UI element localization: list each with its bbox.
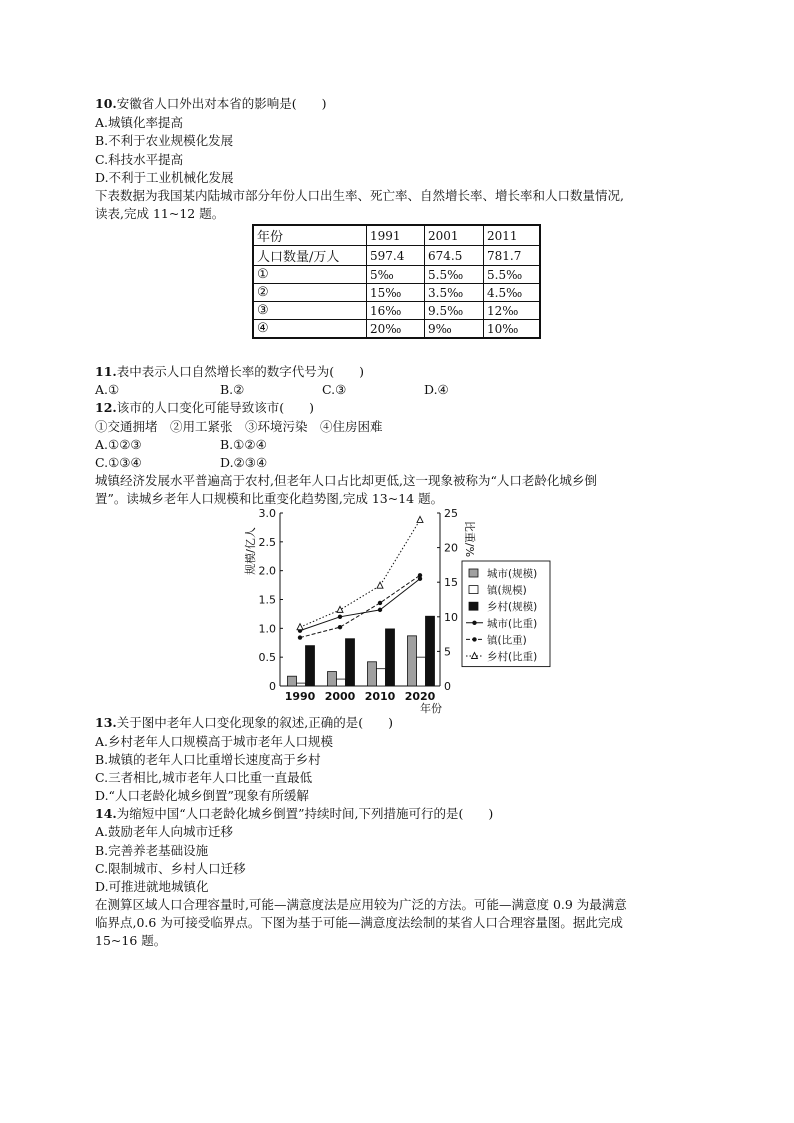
y-left-tick-label: 2.0 <box>258 564 276 578</box>
table-header-cell: 1991 <box>367 225 425 246</box>
legend-swatch <box>469 602 478 610</box>
question-10-option-c: C.科技水平提高 <box>95 152 184 167</box>
bar-town <box>377 669 386 686</box>
question-12-option-b: B.①②④ <box>220 437 267 452</box>
intro-11-12-line2: 读表,完成 11~12 题。 <box>95 206 225 221</box>
point-city-ratio <box>338 615 342 619</box>
legend-label: 乡村(规模) <box>487 601 538 614</box>
bar-city <box>368 662 377 686</box>
table-cell: 5.5‰ <box>425 266 484 284</box>
table-cell: 674.5 <box>425 246 484 266</box>
table-cell: 12‰ <box>484 302 541 320</box>
bar-town <box>297 683 306 686</box>
line-city-ratio <box>300 579 420 631</box>
table-cell: 9‰ <box>425 320 484 339</box>
table-row <box>253 266 540 284</box>
y-left-tick-label: 1.0 <box>258 622 276 636</box>
question-11-stem: 11.表中表示人口自然增长率的数字代号为( ) <box>95 364 365 379</box>
intro-15-16-line2: 临界点,0.6 为可接受临界点。下图为基于可能—满意度法绘制的某省人口合理容量图。据此完成 <box>95 915 623 930</box>
point-town-ratio <box>418 573 422 577</box>
question-12-items: ①交通拥堵 ②用工紧张 ③环境污染 ④住房困难 <box>95 419 383 434</box>
question-13-option-b: B.城镇的老年人口比重增长速度高于乡村 <box>95 752 321 767</box>
intro-15-16-line1: 在测算区域人口合理容量时,可能—满意度法是应用较为广泛的方法。可能—满意度 0.9 为最满意 <box>95 897 627 912</box>
bar-rural <box>306 646 315 686</box>
table-cell: 3.5‰ <box>425 284 484 302</box>
question-14-stem: 14.为缩短中国“人口老龄化城乡倒置”持续时间,下列措施可行的是( ) <box>95 806 494 821</box>
legend-marker <box>472 621 476 625</box>
x-axis-label: 年份 <box>420 702 442 715</box>
y-right-axis-label: 比重/% <box>463 520 476 558</box>
intro-15-16-line3: 15~16 题。 <box>95 933 167 948</box>
x-tick-label: 2000 <box>324 690 356 703</box>
intro-11-12-line1: 下表数据为我国某内陆城市部分年份人口出生率、死亡率、自然增长率、增长率和人口数量情况, <box>95 188 624 203</box>
point-town-ratio <box>338 625 342 629</box>
bar-town <box>337 679 346 686</box>
question-11-option-d: D.④ <box>424 382 449 397</box>
question-10-option-b: B.不利于农业规模化发展 <box>95 133 234 148</box>
point-rural-ratio <box>417 516 423 522</box>
y-left-tick-label: 0.5 <box>258 651 276 665</box>
table-cell: 9.5‰ <box>425 302 484 320</box>
question-11-option-b: B.② <box>220 382 245 397</box>
point-town-ratio <box>298 635 302 639</box>
table-header-cell: 2011 <box>484 225 541 246</box>
table-row <box>253 246 540 266</box>
question-12-stem: 12.该市的人口变化可能导致该市( ) <box>95 400 315 415</box>
question-14-option-d: D.可推进就地城镇化 <box>95 879 209 894</box>
intro-13-14-line2: 置”。读城乡老年人口规模和比重变化趋势图,完成 13~14 题。 <box>95 491 444 506</box>
x-tick-label: 1990 <box>284 690 316 703</box>
point-city-ratio <box>378 608 382 612</box>
x-tick-label: 2020 <box>404 690 436 703</box>
bar-rural <box>386 629 395 686</box>
y-left-tick-label: 0 <box>269 680 276 693</box>
point-rural-ratio <box>297 624 303 630</box>
legend-label: 乡村(比重) <box>487 651 538 663</box>
question-14-option-b: B.完善养老基础设施 <box>95 843 209 858</box>
table-row <box>253 320 540 339</box>
table-cell: 人口数量/万人 <box>253 246 367 266</box>
legend-swatch <box>469 586 478 594</box>
y-left-tick-label: 2.5 <box>258 535 276 549</box>
table-header-row <box>253 225 540 246</box>
table-cell: 4.5‰ <box>484 284 541 302</box>
y-right-tick-label: 20 <box>444 541 458 555</box>
y-right-tick-label: 15 <box>444 576 458 590</box>
legend-label: 城市(规模) <box>487 568 538 580</box>
legend-label: 镇(比重) <box>487 634 527 647</box>
point-rural-ratio <box>377 582 383 588</box>
y-right-tick-label: 25 <box>444 507 458 520</box>
question-10-stem: 10.安徽省人口外出对本省的影响是( ) <box>95 96 327 111</box>
table-header-cell: 年份 <box>253 225 367 246</box>
question-12-option-d: D.②③④ <box>220 455 268 470</box>
bar-city <box>288 676 297 686</box>
y-left-tick-label: 1.5 <box>258 593 276 607</box>
table-cell: ② <box>253 284 367 302</box>
population-table <box>252 224 541 339</box>
question-13-stem: 13.关于图中老年人口变化现象的叙述,正确的是( ) <box>95 715 393 730</box>
table-cell: 20‰ <box>367 320 425 339</box>
table-cell: 15‰ <box>367 284 425 302</box>
table-cell: 5.5‰ <box>484 266 541 284</box>
line-rural-ratio <box>300 520 420 627</box>
line-town-ratio <box>300 575 420 637</box>
question-14-option-c: C.限制城市、乡村人口迁移 <box>95 861 246 876</box>
point-town-ratio <box>378 601 382 605</box>
legend-marker <box>472 637 476 641</box>
question-13-option-c: C.三者相比,城市老年人口比重一直最低 <box>95 770 313 785</box>
bar-city <box>328 672 337 686</box>
question-13-option-d: D.“人口老龄化城乡倒置”现象有所缓解 <box>95 788 309 803</box>
question-10-option-a: A.城镇化率提高 <box>95 115 184 130</box>
y-right-tick-label: 5 <box>444 645 451 659</box>
table-row <box>253 284 540 302</box>
question-12-option-a: A.①②③ <box>95 437 142 452</box>
table-cell: 597.4 <box>367 246 425 266</box>
question-13-option-a: A.乡村老年人口规模高于城市老年人口规模 <box>95 734 334 749</box>
table-header-cell: 2001 <box>425 225 484 246</box>
table-cell: 781.7 <box>484 246 541 266</box>
legend-label: 镇(规模) <box>487 584 527 597</box>
y-left-axis-label: 规模/亿人 <box>244 527 257 575</box>
table-cell: 16‰ <box>367 302 425 320</box>
table-cell: ① <box>253 266 367 284</box>
table-cell: 5‰ <box>367 266 425 284</box>
y-left-tick-label: 3.0 <box>258 507 276 520</box>
intro-13-14-line1: 城镇经济发展水平普遍高于农村,但老年人口占比却更低,这一现象被称为“人口老龄化城乡倒 <box>95 473 597 488</box>
question-11-option-a: A.① <box>95 382 120 397</box>
question-10-option-d: D.不利于工业机械化发展 <box>95 170 234 185</box>
bar-town <box>417 657 426 686</box>
elderly-population-chart <box>240 505 560 715</box>
x-tick-label: 2010 <box>364 690 396 703</box>
y-right-tick-label: 10 <box>444 610 458 624</box>
question-12-option-c: C.①③④ <box>95 455 142 470</box>
y-right-tick-label: 0 <box>444 680 451 693</box>
question-11-option-c: C.③ <box>322 382 347 397</box>
table-row <box>253 302 540 320</box>
legend-swatch <box>469 569 478 577</box>
legend-label: 城市(比重) <box>487 617 538 630</box>
bar-rural <box>346 639 355 686</box>
point-rural-ratio <box>337 606 343 612</box>
table-cell: ④ <box>253 320 367 339</box>
question-14-option-a: A.鼓励老年人向城市迁移 <box>95 824 234 839</box>
bar-city <box>408 636 417 686</box>
bar-rural <box>426 616 435 686</box>
table-cell: ③ <box>253 302 367 320</box>
table-cell: 10‰ <box>484 320 541 339</box>
